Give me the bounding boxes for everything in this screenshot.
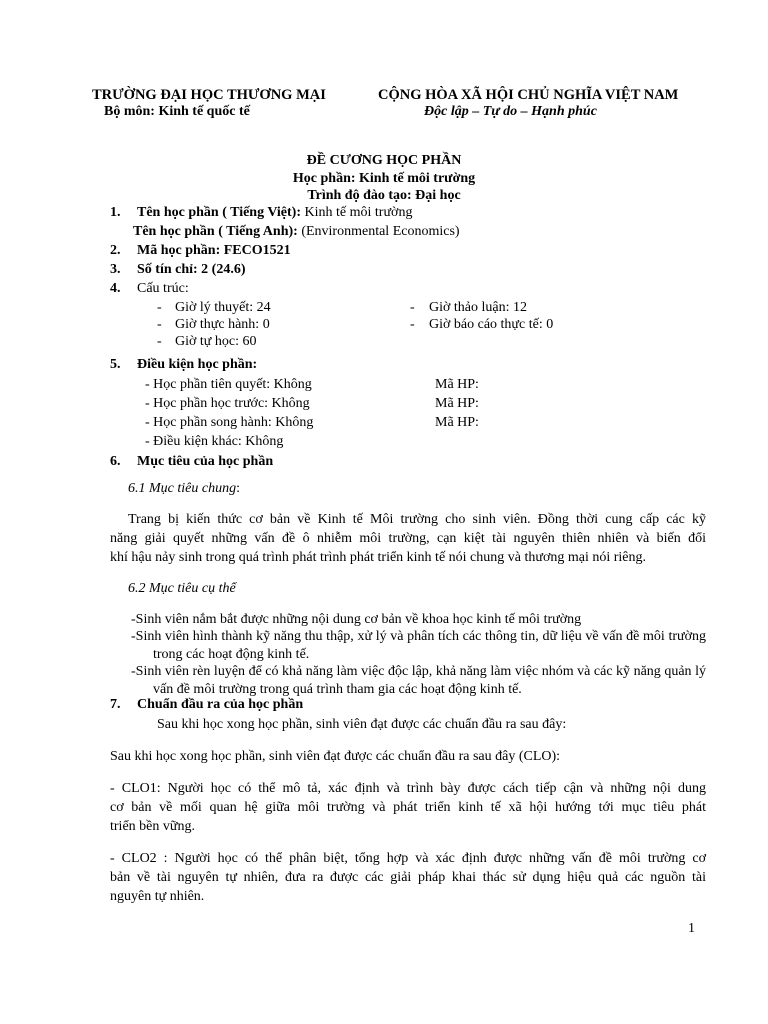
specific-objective-item: -Sinh viên rèn luyện để có khả năng làm việc độc lập, khả năng làm việc nhóm và các kỹ năng quản lý vấn đề môi trường trong quá trình tham gia các hoạt động kinh tế. [131,664,706,697]
section-1-label-english: Tên học phần ( Tiếng Anh): [133,224,298,239]
section-4-number: 4. [110,281,121,296]
learning-outcomes-intro: Sau khi học xong học phần, sinh viên đạt được các chuẩn đầu ra sau đây: [157,717,567,732]
clo1-line-1: - CLO1: Người học có thể mô tả, xác định và trình bày được cách tiếp cận và những nội dung [110,781,706,796]
prerequisite-item: - Học phần tiên quyết: Không [145,377,312,392]
national-title: CỘNG HÒA XÃ HỘI CHỦ NGHĨA VIỆT NAM [378,87,679,103]
section-1-value-english: (Environmental Economics) [297,224,460,239]
section-2-number: 2. [110,243,121,258]
prior-course-item: - Học phần học trước: Không [145,396,310,411]
field-report-hours: Giờ báo cáo thực tế: 0 [429,317,554,332]
course-code-label: Mã HP: [435,377,479,392]
clo2-line-2: bản về tài nguyên tự nhiên, đưa ra được các giải pháp khai thác sử dụng hiệu quả các nguồn tài [110,870,706,885]
course-code-label: Mã HP: [435,415,479,430]
section-1-value: Kinh tế môi trường [301,205,413,220]
structure-label: Cấu trúc: [137,281,189,296]
theory-hours: Giờ lý thuyết: 24 [175,300,271,315]
page-number: 1 [688,921,695,936]
clo1-line-3: triển bền vững. [110,819,195,834]
clo2-line-3: nguyên tự nhiên. [110,889,205,904]
structure-dash: - [157,300,162,315]
department-name: Bộ môn: Kinh tế quốc tế [104,104,250,119]
practice-hours: Giờ thực hành: 0 [175,317,270,332]
structure-dash: - [410,317,415,332]
section-1-vietnamese-name [137,204,412,222]
specific-objective-item: -Sinh viên hình thành kỹ năng thu thập, xử lý và phân tích các thông tin, dữ liệu về vấn đề môi trường trong các hoạt động kinh tế. [131,629,706,662]
section-5-number: 5. [110,357,121,372]
learning-outcomes-intro-clo: Sau khi học xong học phần, sinh viên đạt được các chuẩn đầu ra sau đây (CLO): [110,749,561,764]
general-objective-heading [128,480,240,498]
course-code-label: Mã HP: [435,396,479,411]
specific-objective-item: -Sinh viên nắm bắt được những nội dung cơ bản về khoa học kinh tế môi trường [131,612,582,627]
self-study-hours: Giờ tự học: 60 [175,334,257,349]
university-name: TRƯỜNG ĐẠI HỌC THƯƠNG MẠI [92,87,326,103]
section-1-label: Tên học phần ( Tiếng Việt): [137,205,302,220]
document-title: ĐỀ CƯƠNG HỌC PHẦN [306,153,462,168]
parallel-course-item: - Học phần song hành: Không [145,415,314,430]
structure-dash: - [410,300,415,315]
general-objective-line-3: khí hậu nảy sinh trong quá trình phát trình phát triển kinh tế nói chung và thương mại nói riêng. [110,550,647,565]
course-name: Học phần: Kinh tế môi trường [292,171,476,186]
learning-outcomes-title: Chuẩn đầu ra của học phần [137,697,304,712]
course-code: Mã học phần: FECO1521 [137,243,291,258]
national-motto: Độc lập – Tự do – Hạnh phúc [424,104,597,119]
objectives-title: Mục tiêu của học phần [137,454,274,469]
section-3-number: 3. [110,262,121,277]
credits: Số tín chỉ: 2 (24.6) [137,262,246,277]
general-objective-title: 6.1 Mục tiêu chung [128,481,237,496]
discussion-hours: Giờ thảo luận: 12 [429,300,527,315]
structure-dash: - [157,317,162,332]
clo2-line-1: - CLO2 : Người học có thể phân biệt, tổng hợp và xác định được những vấn đề môi trường cơ [110,851,706,866]
other-conditions-item: - Điều kiện khác: Không [145,434,284,449]
specific-objective-title: 6.2 Mục tiêu cụ thể [128,581,236,596]
section-1-number: 1. [110,205,121,220]
general-objective-line-2: năng giải quyết những vấn đề ô nhiễm môi trường, cạn kiệt tài nguyên thiên nhiên và biến đổi [110,531,706,546]
prerequisites-title: Điều kiện học phần: [137,357,258,372]
training-level: Trình độ đào tạo: Đại học [307,188,461,203]
clo1-line-2: cơ bản về mối quan hệ giữa môi trường và phát triển kinh tế xã hội hướng tới mục tiêu phát [110,800,706,815]
structure-dash: - [157,334,162,349]
section-1-english-name [133,223,460,241]
section-6-number: 6. [110,454,121,469]
section-7-number: 7. [110,697,121,712]
general-objective-line-1: Trang bị kiến thức cơ bản về Kinh tế Môi trường cho sinh viên. Đồng thời cung cấp các kỹ [128,512,706,527]
general-objective-colon: : [236,481,240,496]
